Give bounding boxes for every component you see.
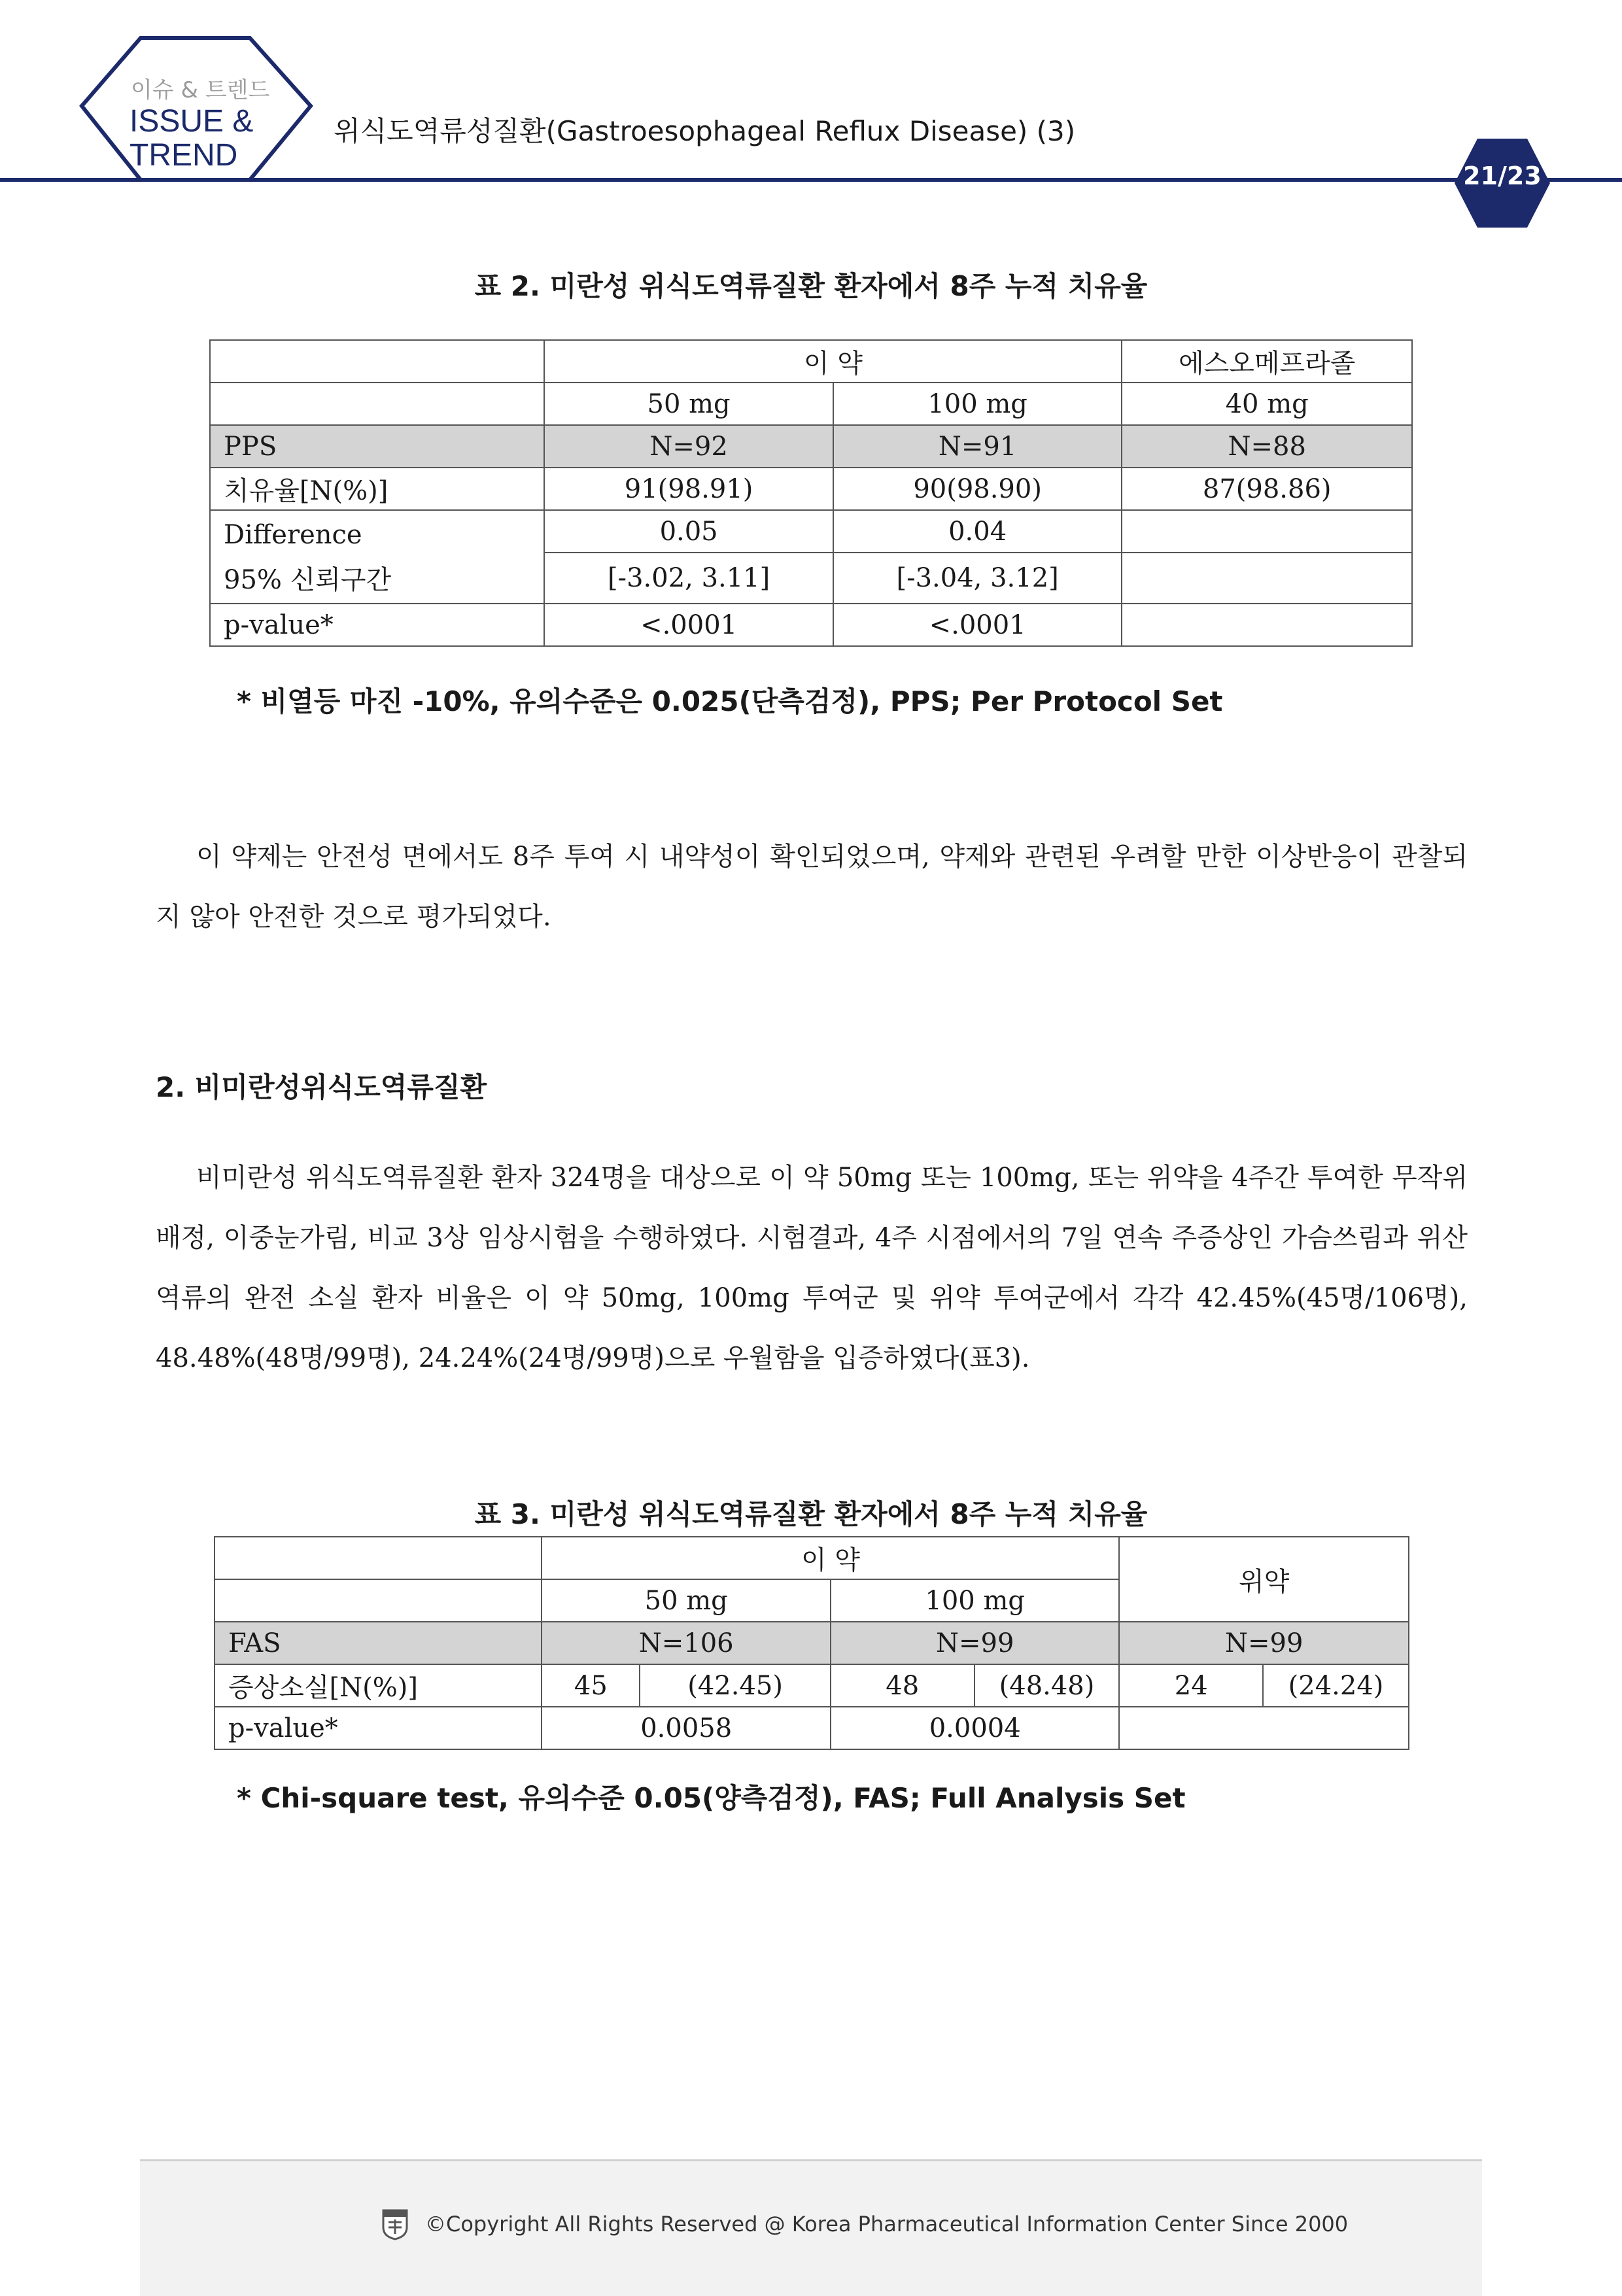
section2-paragraph — [156, 1148, 1468, 1388]
section2-heading: 2. 비미란성위식도역류질환 — [156, 1071, 487, 1103]
table3-symptom-row — [215, 1664, 1409, 1707]
table3-cell: 48 — [831, 1664, 975, 1707]
table2-empty-cell — [210, 383, 544, 425]
table2-healing-row — [210, 468, 1412, 510]
table2-cell — [1122, 553, 1412, 604]
badge-kicker: 이슈 & 트렌드 — [131, 77, 270, 103]
table3-fas-row — [215, 1622, 1409, 1664]
safety-paragraph — [156, 827, 1468, 947]
header-rule — [0, 178, 1622, 182]
table2-cell: N=88 — [1122, 425, 1412, 468]
table2-row-label: PPS — [210, 425, 544, 468]
badge-line2: TREND — [129, 138, 238, 173]
table3-pvalue-label: p-value* — [215, 1707, 542, 1749]
table2-note: * 비열등 마진 -10%, 유의수준은 0.025(단측검정), PPS; Per Protocol Set — [237, 685, 1223, 717]
table2-group-row — [210, 340, 1412, 383]
table2 — [209, 339, 1413, 647]
table2-cell: 90(98.90) — [833, 468, 1122, 510]
table2-cell: 0.05 — [544, 510, 833, 553]
table3-cell: (48.48) — [975, 1664, 1120, 1707]
table3-cell: N=99 — [831, 1622, 1120, 1664]
table2-dose-cell: 40 mg — [1122, 383, 1412, 425]
table2-corner-cell — [210, 340, 544, 383]
table2-cell: [-3.04, 3.12] — [833, 553, 1122, 604]
table3-dose-cell: 50 mg — [542, 1579, 830, 1622]
table3-fas-label: FAS — [215, 1622, 542, 1664]
badge-title — [129, 105, 286, 173]
table2-cell: <.0001 — [544, 604, 833, 646]
table2-ci-row — [210, 553, 1412, 604]
table2-pvalue-row — [210, 604, 1412, 646]
kpic-emblem-icon — [381, 2208, 409, 2240]
table2-cell — [1122, 510, 1412, 553]
table2-cell: N=91 — [833, 425, 1122, 468]
table3-cell: 0.0004 — [831, 1707, 1120, 1749]
footer-copyright: ©Copyright All Rights Reserved @ Korea Pharmaceutical Information Center Since 2000 — [425, 2212, 1349, 2236]
table2-dose-cell: 100 mg — [833, 383, 1122, 425]
section2-paragraph-text: 비미란성 위식도역류질환 환자 324명을 대상으로 이 약 50mg 또는 100mg, 또는 위약을 4주간 투여한 무작위배정, 이중눈가림, 비교 3상 임상시험을 수행하였다. 시험결과, 4주 시점에서의 7일 연속 주증상인 가슴쓰림과 위산역류의 완전 소실 환자 비율은 이 약 50mg, 100mg 투여군 및 위약 투여군에서 각각 42.45%(45명/106명), 48.48%(48명/99명), 24.24%(24명/99명)으로 우월함을 입증하였다(표3). — [156, 1163, 1468, 1373]
table2-dose-row — [210, 383, 1412, 425]
badge-line1: ISSUE & — [129, 104, 254, 139]
table2-dose-cell: 50 mg — [544, 383, 833, 425]
table2-drug-header: 이 약 — [544, 340, 1122, 383]
table3-cell: 0.0058 — [542, 1707, 830, 1749]
table3-cell: 24 — [1119, 1664, 1263, 1707]
table2-pps-row — [210, 425, 1412, 468]
table2-cell — [1122, 604, 1412, 646]
table2-cell: N=92 — [544, 425, 833, 468]
table3-drug-header: 이 약 — [542, 1537, 1119, 1579]
table3-dose-cell: 100 mg — [831, 1579, 1120, 1622]
table2-cell: [-3.02, 3.11] — [544, 553, 833, 604]
table2-difference-row — [210, 510, 1412, 553]
table2-row-label: 치유율[N(%)] — [210, 468, 544, 510]
table3-symptom-label: 증상소실[N(%)] — [215, 1664, 542, 1707]
table3-corner-cell — [215, 1537, 542, 1579]
table3-cell — [1119, 1707, 1409, 1749]
table2-ci-label: 95% 신뢰구간 — [210, 553, 544, 604]
table3 — [214, 1536, 1409, 1750]
table3-cell: (42.45) — [640, 1664, 831, 1707]
table3-cell: N=106 — [542, 1622, 830, 1664]
table3-caption: 표 3. 미란성 위식도역류질환 환자에서 8주 누적 치유율 — [474, 1498, 1148, 1530]
table2-caption: 표 2. 미란성 위식도역류질환 환자에서 8주 누적 치유율 — [474, 270, 1148, 302]
table2-cell: 91(98.91) — [544, 468, 833, 510]
table3-cell: (24.24) — [1263, 1664, 1409, 1707]
table2-cell: 87(98.86) — [1122, 468, 1412, 510]
table2-comparator-header: 에스오메프라졸 — [1122, 340, 1412, 383]
table2-cell: 0.04 — [833, 510, 1122, 553]
table3-pvalue-row — [215, 1707, 1409, 1749]
table3-cell: N=99 — [1119, 1622, 1409, 1664]
page-number: 21/23 — [1463, 162, 1542, 190]
table3-cell: 45 — [542, 1664, 640, 1707]
table3-note: * Chi-square test, 유의수준 0.05(양측검정), FAS; Full Analysis Set — [237, 1782, 1186, 1814]
table2-pvalue-label: p-value* — [210, 604, 544, 646]
table2-cell: <.0001 — [833, 604, 1122, 646]
table2-difference-label: Difference — [210, 510, 544, 553]
safety-paragraph-text: 이 약제는 안전성 면에서도 8주 투여 시 내약성이 확인되었으며, 약제와 관련된 우려할 만한 이상반응이 관찰되지 않아 안전한 것으로 평가되었다. — [156, 842, 1468, 932]
table3-group-row — [215, 1537, 1409, 1579]
table3-empty-cell — [215, 1579, 542, 1622]
header-title: 위식도역류성질환(Gastroesophageal Reflux Disease) (3) — [334, 115, 1076, 147]
table3-placebo-header: 위약 — [1119, 1537, 1409, 1622]
